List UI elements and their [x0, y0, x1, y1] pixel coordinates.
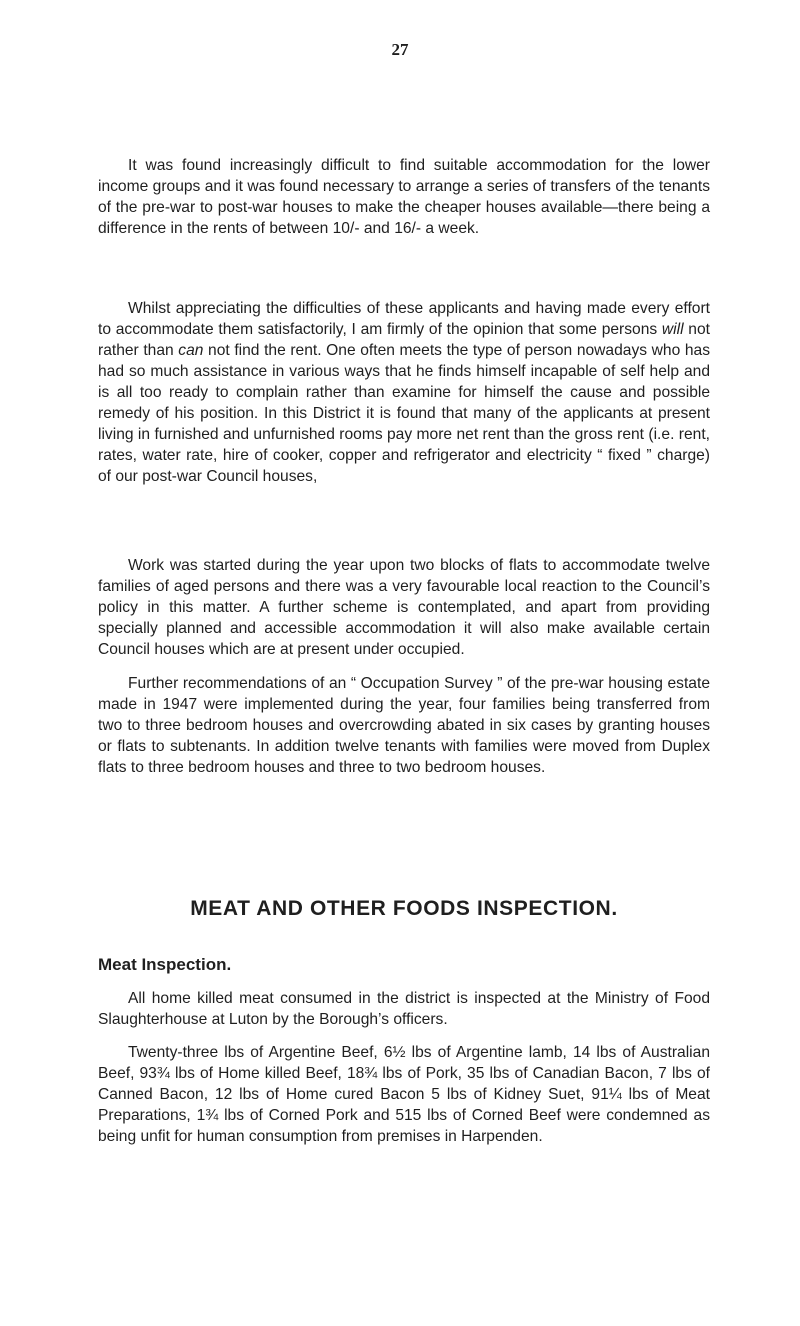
- page-number: 27: [391, 40, 409, 59]
- emphasis-can: can: [178, 342, 204, 359]
- section-heading: MEAT AND OTHER FOODS INSPECTION.: [190, 897, 618, 920]
- paragraph-condemned-meat: Twenty-three lbs of Argentine Beef, 6½ lbs of Argentine lamb, 14 lbs of Australian Beef, 93¾ lbs of Home killed Beef, 18¾ lbs of Pork, 35 lbs of Canadian Bacon, 7 lbs of Canned Bacon, 12 lbs of Home cured Bacon 5 lbs of Kidney Suet, 91¼ lbs of Meat Preparations, 1¾ lbs of Corned Pork and 515 lbs of Corned Beef were condemned as being unfit for human consumption from premises in Harpenden.: [98, 1044, 710, 1145]
- paragraph-applicants-part-b: not rather than: [98, 321, 710, 359]
- paragraph-flats: Work was started during the year upon two blocks of flats to accommodate twelve families of aged persons and there was a very favourable local reaction to the Council’s policy in this matter. A further scheme is contemplated, and apart from providing specially planned and accessible accommodation it will also make available certain Council houses which are at present under occupied.: [98, 557, 710, 658]
- paragraph-applicants: [98, 298, 710, 487]
- paragraph-occupation-survey: Further recommendations of an “ Occupation Survey ” of the pre-war housing estate made in 1947 were implemented during the year, four families being transferred from two to three bedroom houses and overcrowding abated in six cases by granting houses or flats to subtenants. In addition twelve tenants with families were moved from Duplex flats to three bedroom houses and three to two bedroom houses.: [98, 675, 710, 776]
- paragraph-meat-inspection: All home killed meat consumed in the district is inspected at the Ministry of Food Slaughterhouse at Luton by the Borough’s officers.: [98, 990, 710, 1028]
- paragraph-transfers: It was found increasingly difficult to find suitable accommodation for the lower income groups and it was found necessary to arrange a series of transfers of the tenants of the pre-war to post-war houses to make the cheaper houses available—there being a difference in the rents of between 10/- and 16/- a week.: [98, 157, 710, 237]
- sub-heading: Meat Inspection.: [98, 955, 232, 974]
- paragraph-applicants-part-a: Whilst appreciating the difficulties of these applicants and having made every effort to accommodate them satisfactorily, I am firmly of the opinion that some persons: [98, 300, 710, 338]
- emphasis-will: will: [661, 321, 684, 338]
- paragraph-applicants-part-c: not find the rent. One often meets the type of person nowadays who has had so much assistance in various ways that he finds himself incapable of self help and is all too ready to complain rather than examine for himself the cause and possible remedy of his position. In this District it is found that many of the applicants at present living in furnished and unfurnished rooms pay more net rent than the gross rent (i.e. rent, rates, water rate, hire of cooker, copper and refrigerator and electricity “ fixed ” charge) of our post-war Council houses,: [98, 342, 710, 485]
